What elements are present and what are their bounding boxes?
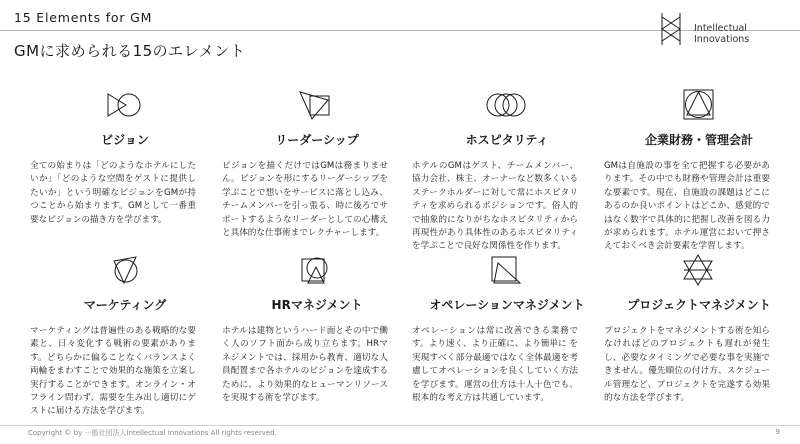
leadership-icon: [294, 88, 338, 122]
element-title: マーケティング: [83, 298, 167, 312]
element-title: 企業財務・管理会計: [644, 133, 753, 147]
element-description: ホテルは建物というハード面とその中で働く人のソフト面から成り立ちます。HRマネジメントでは、採用から教育、適切な人員配置まで各ホテルのビジョンを達成するために、より効果的なヒューマンリソースを実現する術を学びます。: [222, 326, 388, 404]
page-number: 9: [775, 428, 780, 436]
element-description: 全ての始まりは「どのようなホテルにしたいか」「どのような空間をゲストに提供したいか」という明確なビジョンをGMが持つことから始まります。GMとして一番重要なビジョンの描き方を学びます。: [30, 161, 196, 225]
element-description: ビジョンを描くだけではGMは務まりません。ビジョンを形にするリーダーシップを学ぶことで想いをサービスに落とし込み、チームメンバーを引っ張る、時に後ろでサポートするようなリーダーとしての心構えと具体的な仕事術までレクチャーします。: [222, 161, 388, 239]
vision-icon: [102, 88, 146, 122]
element-title: オペレーションマネジメント: [429, 298, 585, 312]
marketing-icon: [102, 253, 146, 287]
element-title: ホスピタリティ: [465, 133, 549, 147]
brand-name: Intellectual Innovations: [694, 23, 750, 45]
finance-icon: [676, 88, 720, 122]
element-description: オペレーションは常に改善できる業務です。より速く、より正確に、より簡単に を実現すべく部分最適ではなく全体最適を考慮してオペレーションを良くしていく方法を学びます。運営の仕方は十人十色でも、根本的な考え方は共通しています。: [412, 326, 578, 404]
element-title: HRマネジメント: [271, 298, 363, 312]
page-title: GMに求められる15のエレメント: [14, 42, 246, 60]
element-description: プロジェクトをマネジメントする術を知らなければどのプロジェクトも遅れが発生し、必要なタイミングで必要な事を実施できません。優先順位の付け方、スケジュール管理など、プロジェクトを完遂する効果的な方法を学びます。: [604, 326, 770, 404]
section-label: 15 Elements for GM: [14, 10, 153, 25]
footer-divider: [0, 425, 800, 426]
project-management-icon: [676, 253, 720, 287]
operation-management-icon: [484, 253, 528, 287]
brand-logo-icon: [660, 12, 682, 46]
element-description: ホテルのGMはゲスト、チームメンバー、協力会社、株主、オーナーなど数多くいるステークホルダーに対して常にホスピタリティを求められるポジションです。俗人的で抽象的になりがちなホスピタリティから再現性があり具体性のあるホスピタリティを学ぶことで良好な関係性を作ります。: [412, 161, 578, 252]
element-title: ビジョン: [101, 133, 149, 147]
hospitality-icon: [484, 88, 528, 122]
hr-management-icon: [294, 253, 338, 287]
element-description: マーケティングは普遍性のある戦略的な要素と、日々変化する戦術の要素があります。どちらかに偏ることなくバランスよく両輪をまわすことで効果的な施策を立案し実行することができます。オンライン・オフライン問わず、需要を生み出し適切にゲストに届ける方法を学びます。: [30, 326, 196, 417]
copyright-text: Copyright © by 一般社団法人Intellectual Innovations All rights reserved.: [28, 429, 277, 437]
element-title: プロジェクトマネジメント: [627, 298, 771, 312]
element-description: GMは自施設の事を全て把握する必要があります。その中でも財務や管理会計は重要な要素です。現在、自施設の課題はどこにあるのか良いポイントはどこか、感覚的ではなく数字で具体的に把握し改善を図る力が求められます。ホテル運営において押さえておくべき会計要素を学習します。: [604, 161, 770, 252]
element-title: リーダーシップ: [275, 133, 359, 147]
